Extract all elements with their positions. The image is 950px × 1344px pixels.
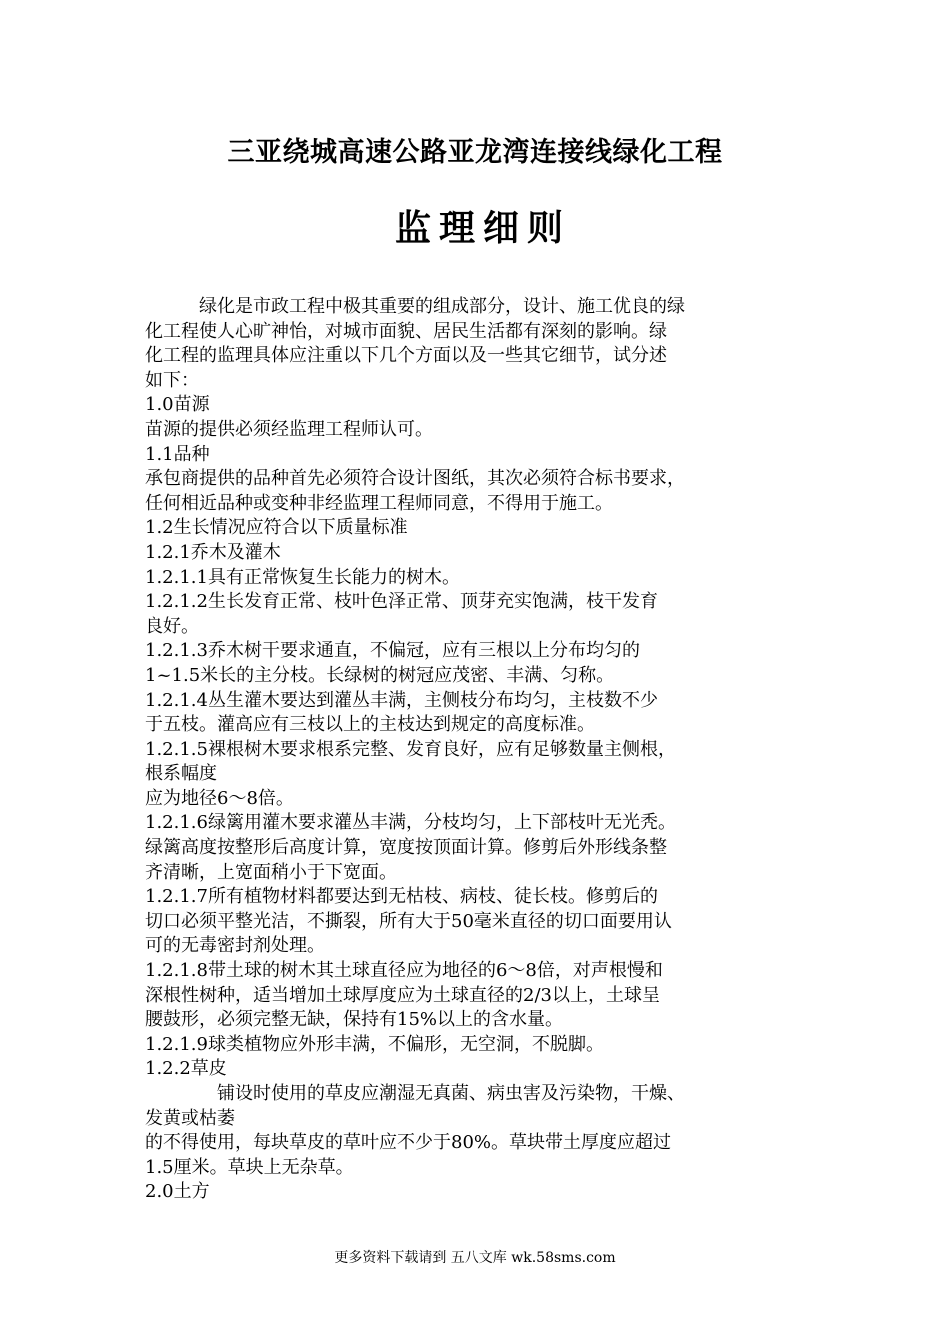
body-line: 发黄或枯萎 xyxy=(145,1107,235,1129)
body-line: 铺设时使用的草皮应潮湿无真菌、病虫害及污染物，干燥、 xyxy=(145,1083,685,1104)
body-line: 应为地径6～8倍。 xyxy=(145,787,294,809)
body-line: 1.5厘米。草块上无杂草。 xyxy=(145,1156,354,1178)
document-body xyxy=(145,295,815,1205)
section-heading: 1.1品种 xyxy=(145,443,210,465)
section-heading: 1.2生长情况应符合以下质量标准 xyxy=(145,517,408,539)
body-line: 1.2.1.7所有植物材料都要达到无枯枝、病枝、徒长枝。修剪后的 xyxy=(145,886,658,908)
body-line: 齐清晰，上宽面稍小于下宽面。 xyxy=(145,861,397,883)
body-line: 承包商提供的品种首先必须符合设计图纸，其次必须符合标书要求， xyxy=(145,468,685,490)
section-heading: 1.2.1乔木及灌木 xyxy=(145,541,281,563)
document-subtitle: 监理细则 xyxy=(394,207,571,249)
body-line: 1.2.1.5裸根树木要求根系完整、发育良好，应有足够数量主侧根， xyxy=(145,738,676,760)
body-line: 绿篱高度按整形后高度计算，宽度按顶面计算。修剪后外形线条整 xyxy=(145,837,667,859)
body-line: 深根性树种，适当增加土球厚度应为土球直径的2/3以上，土球呈 xyxy=(145,984,660,1006)
body-line: 化工程的监理具体应注重以下几个方面以及一些其它细节，试分述 xyxy=(145,345,667,367)
body-line: 苗源的提供必须经监理工程师认可。 xyxy=(145,418,433,440)
body-line: 于五枝。灌高应有三枝以上的主枝达到规定的高度标准。 xyxy=(145,714,595,736)
body-line: 1~1.5米长的主分枝。长绿树的树冠应茂密、丰满、匀称。 xyxy=(145,664,615,686)
footer-download-link[interactable]: 更多资料下载请到 五八文库 wk.58sms.com xyxy=(334,1250,616,1266)
body-line: 腰鼓形，必须完整无缺，保持有15%以上的含水量。 xyxy=(145,1009,564,1031)
body-line: 可的无毒密封剂处理。 xyxy=(145,935,325,957)
body-line: 1.2.1.6绿篱用灌木要求灌丛丰满，分枝均匀，上下部枝叶无光秃。 xyxy=(145,812,676,834)
body-line: 1.2.1.2生长发育正常、枝叶色泽正常、顶芽充实饱满，枝干发育 xyxy=(145,591,658,613)
body-line: 化工程使人心旷神怡，对城市面貌、居民生活都有深刻的影响。绿 xyxy=(145,320,667,342)
section-heading: 1.2.2草皮 xyxy=(145,1058,227,1080)
body-line: 1.2.1.8带土球的树木其土球直径应为地径的6～8倍，对声根慢和 xyxy=(145,960,663,982)
body-line: 切口必须平整光洁，不撕裂，所有大于50毫米直径的切口面要用认 xyxy=(145,910,672,932)
body-line: 任何相近品种或变种非经监理工程师同意，不得用于施工。 xyxy=(145,492,613,514)
document-title: 三亚绕城高速公路亚龙湾连接线绿化工程 xyxy=(227,137,723,168)
section-heading: 2.0土方 xyxy=(145,1181,210,1203)
body-line: 1.2.1.1具有正常恢复生长能力的树木。 xyxy=(145,566,460,588)
body-line: 绿化是市政工程中极其重要的组成部分，设计、施工优良的绿 xyxy=(145,296,685,317)
section-heading: 1.0苗源 xyxy=(145,394,210,416)
body-line: 的不得使用，每块草皮的草叶应不少于80%。草块带土厚度应超过 xyxy=(145,1132,672,1154)
body-line: 良好。 xyxy=(145,615,199,637)
body-line: 根系幅度 xyxy=(145,763,217,785)
body-line: 1.2.1.9球类植物应外形丰满，不偏形，无空洞，不脱脚。 xyxy=(145,1033,604,1055)
body-line: 1.2.1.3乔木树干要求通直，不偏冠，应有三根以上分布均匀的 xyxy=(145,640,640,662)
body-line: 1.2.1.4丛生灌木要达到灌丛丰满，主侧枝分布均匀，主枝数不少 xyxy=(145,689,658,711)
body-line: 如下： xyxy=(145,369,199,391)
